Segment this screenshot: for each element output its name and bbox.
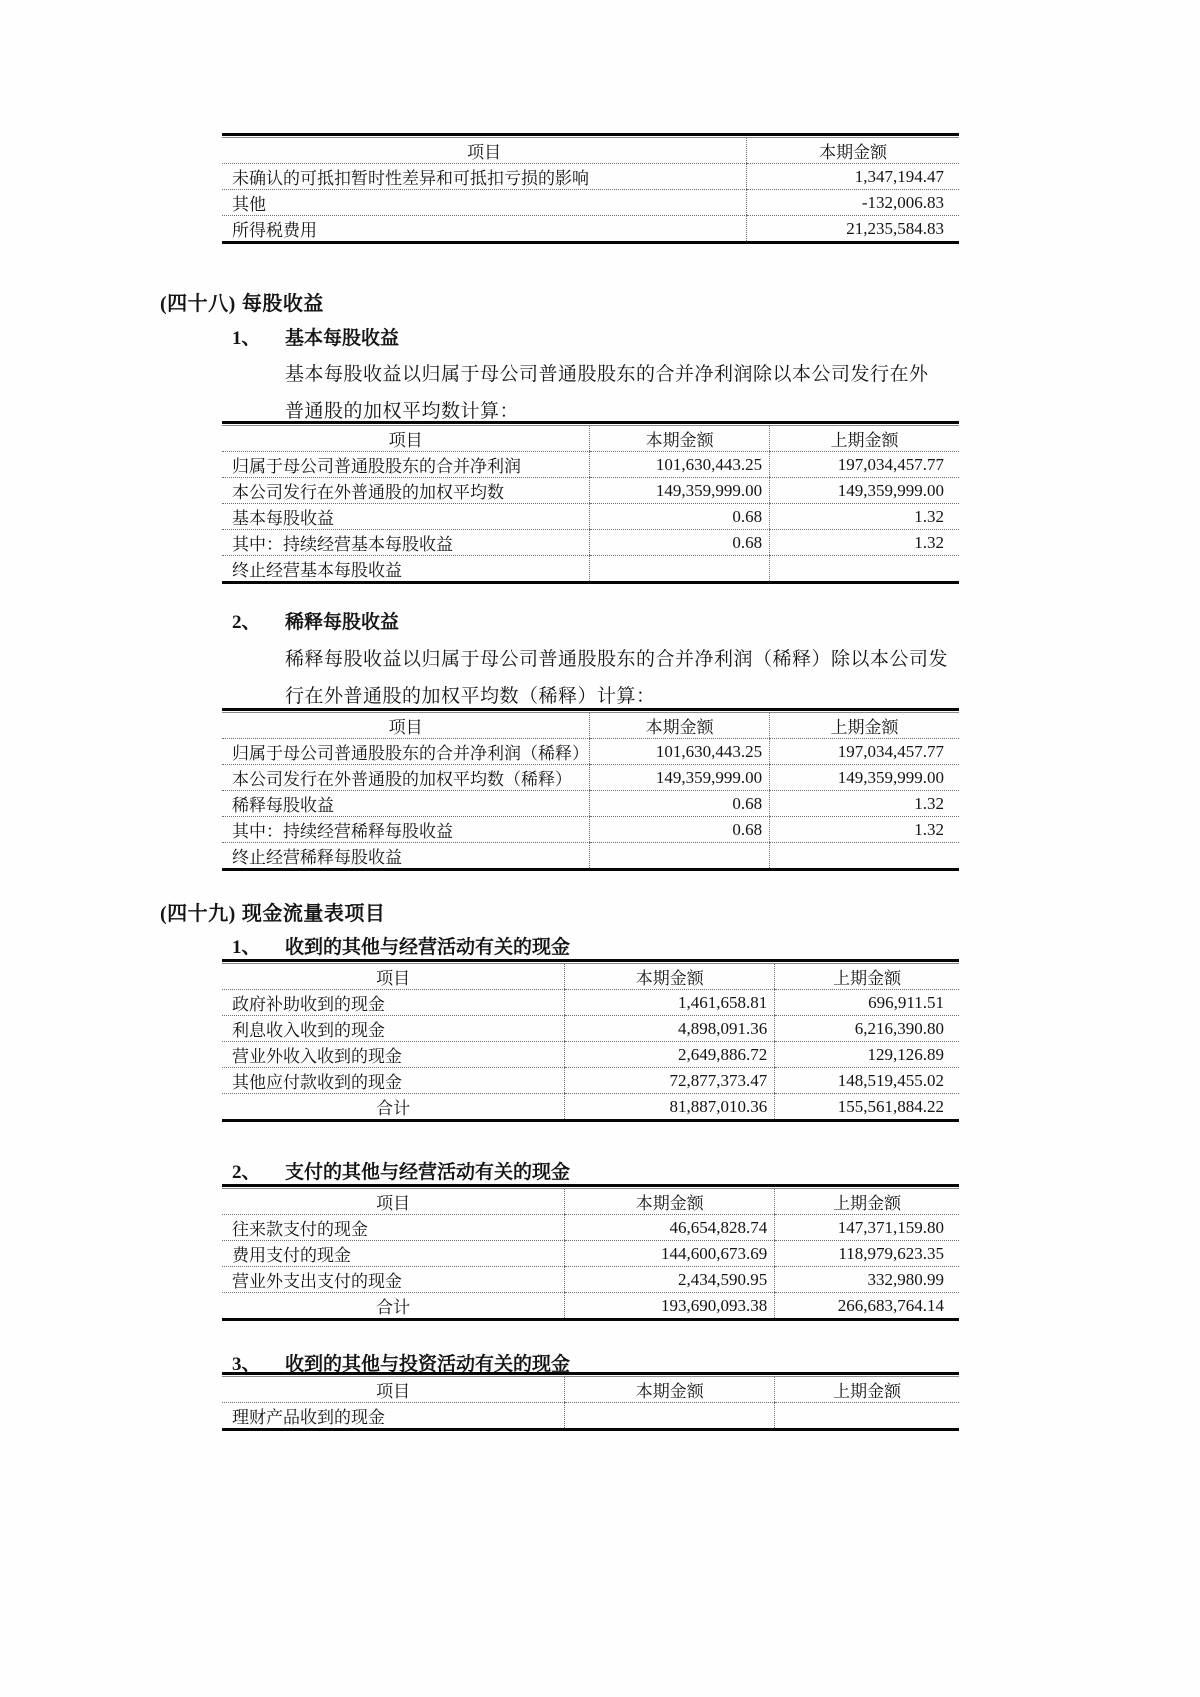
cash-paid-operating-table-wrap	[222, 1184, 959, 1321]
basic-eps-table	[222, 425, 959, 581]
table-row	[222, 1094, 959, 1120]
row-value: 149,359,999.00	[590, 478, 770, 504]
row-value: 1.32	[770, 504, 959, 530]
column-header: 项目	[222, 1377, 565, 1403]
column-header: 本期金额	[565, 1377, 775, 1403]
cash-received-investing-table-wrap	[222, 1372, 959, 1431]
column-header: 本期金额	[565, 1189, 775, 1215]
column-header: 项目	[222, 426, 590, 452]
row-label: 所得税费用	[232, 221, 317, 240]
row-value: 1.32	[770, 530, 959, 556]
row-value: 101,630,443.25	[590, 452, 770, 478]
row-value: 147,371,159.80	[775, 1215, 959, 1241]
row-value: 193,690,093.38	[565, 1293, 775, 1319]
row-label: 营业外收入收到的现金	[222, 1042, 565, 1068]
cash-received-investing-table	[222, 1376, 959, 1428]
row-label: 政府补助收到的现金	[222, 990, 565, 1016]
row-value: 0.68	[590, 791, 770, 817]
row-value: 1,347,194.47	[747, 164, 959, 190]
table-row	[222, 990, 959, 1016]
table-row	[222, 1293, 959, 1319]
row-label: 本公司发行在外普通股的加权平均数（稀释）	[222, 765, 590, 791]
row-label: 归属于母公司普通股股东的合并净利润（稀释）	[222, 739, 590, 765]
row-label: 其中：持续经营稀释每股收益	[222, 817, 590, 843]
row-label: 未确认的可抵扣暂时性差异和可抵扣亏损的影响	[222, 164, 747, 190]
table-row	[222, 765, 959, 791]
row-value: 101,630,443.25	[590, 739, 770, 765]
row-value: 0.68	[590, 504, 770, 530]
row-label: 合计	[376, 1298, 411, 1317]
column-header: 上期金额	[770, 426, 959, 452]
table-row	[222, 1403, 959, 1429]
row-value: 332,980.99	[775, 1267, 959, 1293]
column-header: 本期金额	[565, 964, 775, 990]
table-row	[222, 1215, 959, 1241]
row-value	[565, 1403, 775, 1429]
subsection-48-1-number: 1、	[232, 328, 261, 349]
row-label: 往来款支付的现金	[222, 1215, 565, 1241]
column-header: 本期金额	[747, 138, 959, 164]
row-value: 6,216,390.80	[775, 1016, 959, 1042]
row-value: 4,898,091.36	[565, 1016, 775, 1042]
column-header: 上期金额	[775, 1189, 959, 1215]
row-label: 利息收入收到的现金	[222, 1016, 565, 1042]
row-value: 0.68	[590, 817, 770, 843]
section-48-heading	[160, 287, 324, 316]
section-48-title: 每股收益	[241, 293, 324, 315]
table-row	[222, 1241, 959, 1267]
column-header: 本期金额	[590, 713, 770, 739]
table-row	[222, 216, 959, 242]
cash-paid-operating-table	[222, 1188, 959, 1318]
row-label: 合计	[376, 1099, 411, 1118]
row-value: 81,887,010.36	[565, 1094, 775, 1120]
paragraph-line: 基本每股收益以归属于母公司普通股股东的合并净利润除以本公司发行在外	[285, 364, 929, 385]
row-value: 1.32	[770, 791, 959, 817]
row-value: 72,877,373.47	[565, 1068, 775, 1094]
column-header: 项目	[222, 713, 590, 739]
subsection-48-2-title: 稀释每股收益	[285, 612, 400, 633]
row-value: 46,654,828.74	[565, 1215, 775, 1241]
table-row	[222, 504, 959, 530]
paragraph-line: 普通股的加权平均数计算：	[285, 401, 520, 422]
table-row	[222, 1042, 959, 1068]
table-row	[222, 817, 959, 843]
table-row	[222, 739, 959, 765]
column-header: 上期金额	[775, 964, 959, 990]
table-row	[222, 843, 959, 869]
section-49-heading	[160, 897, 385, 926]
subsection-49-3-number: 3、	[232, 1354, 261, 1375]
row-label: 费用支付的现金	[222, 1241, 565, 1267]
row-value: -132,006.83	[747, 190, 959, 216]
row-value: 155,561,884.22	[775, 1094, 959, 1120]
table-row	[222, 791, 959, 817]
column-header: 项目	[222, 1189, 565, 1215]
subsection-48-2-number: 2、	[232, 612, 261, 633]
table-header-row	[222, 138, 959, 164]
row-label: 本公司发行在外普通股的加权平均数	[222, 478, 590, 504]
row-label: 其他应付款收到的现金	[222, 1068, 565, 1094]
row-value: 1.32	[770, 817, 959, 843]
basic-eps-paragraph	[285, 356, 929, 430]
table-row	[222, 190, 959, 216]
subsection-49-2-number: 2、	[232, 1162, 261, 1183]
row-label: 终止经营基本每股收益	[232, 561, 402, 580]
column-header: 项目	[222, 138, 747, 164]
subsection-48-1-title: 基本每股收益	[285, 328, 400, 349]
cash-received-operating-table-wrap	[222, 959, 959, 1122]
row-value	[770, 843, 959, 869]
row-value	[590, 556, 770, 582]
subsection-49-3-title: 收到的其他与投资活动有关的现金	[285, 1354, 571, 1375]
row-value: 197,034,457.77	[770, 452, 959, 478]
row-value: 21,235,584.83	[747, 216, 959, 242]
subsection-49-2-title: 支付的其他与经营活动有关的现金	[285, 1162, 571, 1183]
section-49-title: 现金流量表项目	[241, 903, 386, 925]
row-value: 1,461,658.81	[565, 990, 775, 1016]
row-value: 118,979,623.35	[775, 1241, 959, 1267]
diluted-eps-table-wrap	[222, 708, 959, 871]
table-row	[222, 1068, 959, 1094]
row-value: 149,359,999.00	[770, 765, 959, 791]
subsection-49-1-number: 1、	[232, 937, 261, 958]
row-value: 144,600,673.69	[565, 1241, 775, 1267]
subsection-49-1-title: 收到的其他与经营活动有关的现金	[285, 937, 571, 958]
column-header: 本期金额	[590, 426, 770, 452]
row-value: 148,519,455.02	[775, 1068, 959, 1094]
row-label: 终止经营稀释每股收益	[232, 848, 402, 867]
row-label: 营业外支出支付的现金	[222, 1267, 565, 1293]
row-value: 2,649,886.72	[565, 1042, 775, 1068]
row-value: 0.68	[590, 530, 770, 556]
row-label: 其中：持续经营基本每股收益	[222, 530, 590, 556]
subsection-48-2-heading	[232, 607, 399, 634]
row-value: 149,359,999.00	[770, 478, 959, 504]
row-value: 197,034,457.77	[770, 739, 959, 765]
table-row	[222, 530, 959, 556]
row-value: 696,911.51	[775, 990, 959, 1016]
table-header-row	[222, 1377, 959, 1403]
table-row	[222, 556, 959, 582]
row-value: 266,683,764.14	[775, 1293, 959, 1319]
row-value	[775, 1403, 959, 1429]
table-row	[222, 1016, 959, 1042]
table-header-row	[222, 1189, 959, 1215]
paragraph-line: 行在外普通股的加权平均数（稀释）计算：	[285, 686, 656, 707]
table-row	[222, 1267, 959, 1293]
column-header: 上期金额	[775, 1377, 959, 1403]
diluted-eps-paragraph	[285, 641, 948, 715]
row-label: 归属于母公司普通股股东的合并净利润	[222, 452, 590, 478]
table-header-row	[222, 426, 959, 452]
row-label: 其他	[222, 190, 747, 216]
paragraph-line: 稀释每股收益以归属于母公司普通股股东的合并净利润（稀释）除以本公司发	[285, 649, 949, 670]
table-row	[222, 452, 959, 478]
row-label: 稀释每股收益	[222, 791, 590, 817]
subsection-48-1-heading	[232, 323, 399, 350]
subsection-49-2-heading	[232, 1157, 570, 1184]
column-header: 项目	[222, 964, 565, 990]
table-row	[222, 164, 959, 190]
income-tax-table-wrap	[222, 133, 959, 244]
income-tax-table	[222, 137, 959, 241]
subsection-49-1-heading	[232, 932, 570, 959]
row-value: 2,434,590.95	[565, 1267, 775, 1293]
row-value: 149,359,999.00	[590, 765, 770, 791]
cash-received-operating-table	[222, 963, 959, 1119]
table-row	[222, 478, 959, 504]
row-label: 理财产品收到的现金	[232, 1408, 385, 1427]
row-value	[590, 843, 770, 869]
row-value: 129,126.89	[775, 1042, 959, 1068]
section-49-number: (四十九)	[160, 903, 236, 925]
table-header-row	[222, 713, 959, 739]
diluted-eps-table	[222, 712, 959, 868]
section-48-number: (四十八)	[160, 293, 236, 315]
table-header-row	[222, 964, 959, 990]
basic-eps-table-wrap	[222, 421, 959, 584]
row-value	[770, 556, 959, 582]
row-label: 基本每股收益	[222, 504, 590, 530]
column-header: 上期金额	[770, 713, 959, 739]
